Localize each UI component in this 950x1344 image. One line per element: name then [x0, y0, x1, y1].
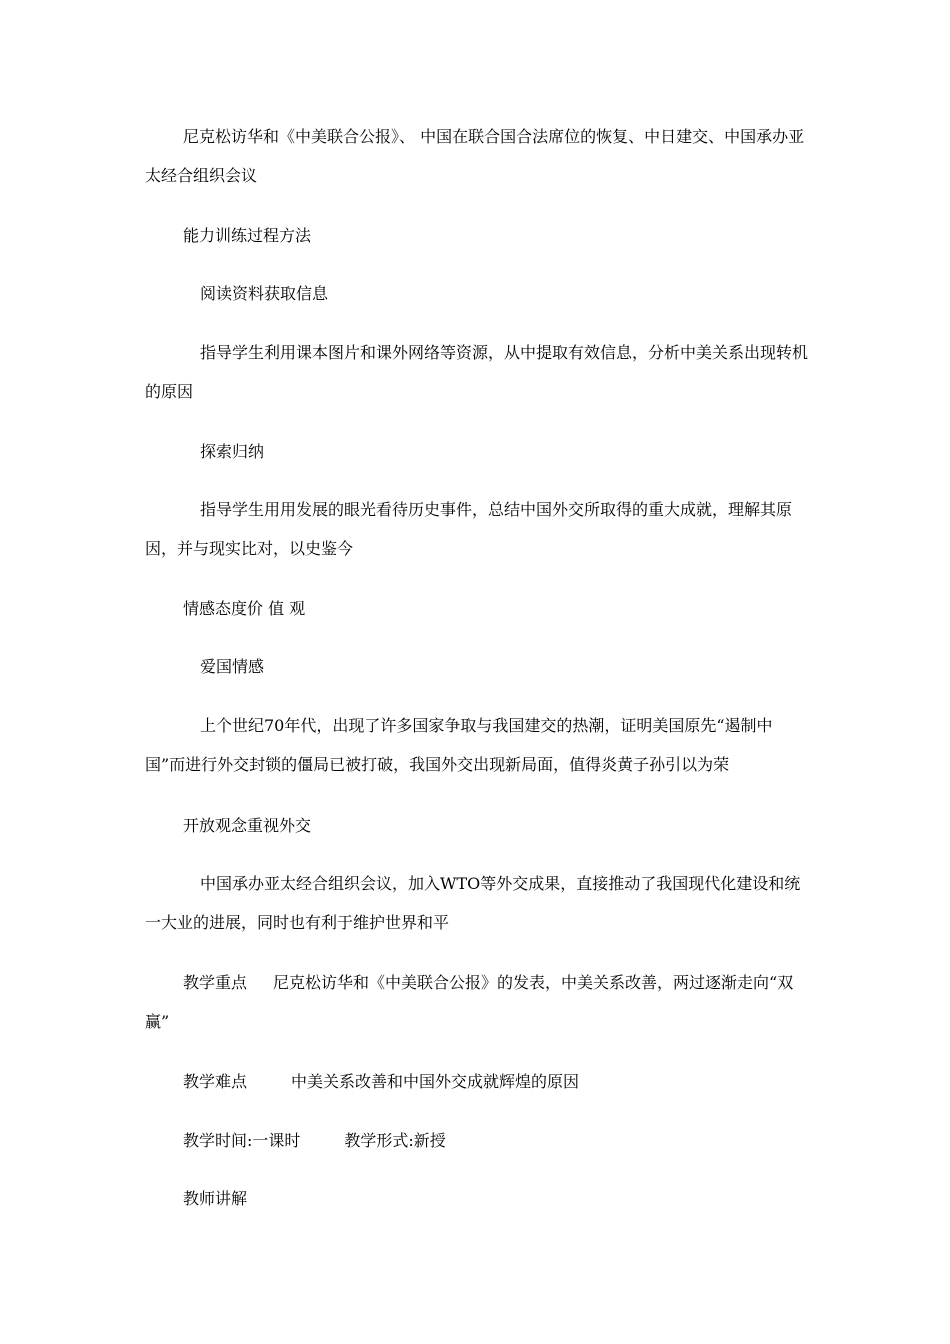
- paragraph-content-items: 尼克松访华和《中美联合公报》、 中国在联合国合法席位的恢复、中日建交、中国承办亚太经合组织会议: [145, 127, 805, 185]
- teaching-form-label: 教学形式:新授: [344, 1131, 446, 1150]
- teaching-time-label: 教学时间:一课时: [183, 1131, 301, 1150]
- heading-open-mindset: 开放观念重视外交: [183, 816, 312, 835]
- heading-explore-summarize: 探索归纳: [200, 442, 265, 461]
- paragraph-explore-guidance: 指导学生用用发展的眼光看待历史事件，总结中国外交所取得的重大成就，理解其原因，并与现实比对，以史鉴今: [145, 500, 793, 558]
- heading-reading-materials: 阅读资料获取信息: [200, 284, 329, 303]
- teaching-difficulty: [145, 1062, 810, 1101]
- paragraph-reading-guidance: 指导学生利用课本图片和课外网络等资源，从中提取有效信息，分析中美关系出现转机的原因: [145, 343, 809, 401]
- paragraph-open-mindset: 中国承办亚太经合组织会议，加入WTO等外交成果，直接推动了我国现代化建设和统一大业的进展，同时也有利于维护世界和平: [145, 874, 801, 932]
- teaching-difficulty-label: 教学难点: [183, 1072, 248, 1091]
- teaching-key-points: [145, 963, 810, 1041]
- heading-emotion-values: 情感态度价 值 观: [183, 599, 306, 618]
- teaching-key-label: 教学重点: [183, 973, 248, 992]
- heading-teacher-lecture: 教师讲解: [183, 1189, 248, 1208]
- teaching-difficulty-text: 中美关系改善和中国外交成就辉煌的原因: [291, 1072, 580, 1091]
- heading-patriotic-emotion: 爱国情感: [200, 657, 265, 676]
- teaching-key-text: 尼克松访华和《中美联合公报》的发表，中美关系改善，两过逐渐走向“双赢”: [145, 973, 794, 1031]
- heading-ability-training: 能力训练过程方法: [183, 226, 312, 245]
- teaching-time-form: [145, 1121, 810, 1160]
- paragraph-patriotic-emotion: 上个世纪70年代，出现了许多国家争取与我国建交的热潮，证明美国原先“遏制中国”而进行外交封锁的僵局已被打破，我国外交出现新局面，值得炎黄子孙引以为荣: [145, 716, 773, 774]
